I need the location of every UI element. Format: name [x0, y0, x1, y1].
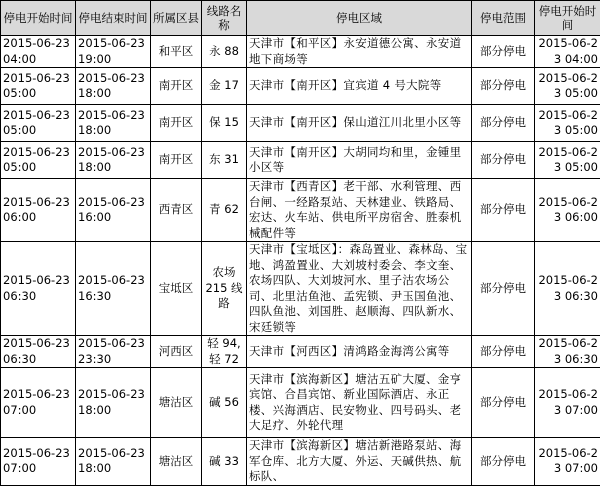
cell-start-time: 2015-06-23 06:30	[1, 336, 76, 368]
cell-line-name: 碱 33	[202, 438, 247, 486]
cell-line-name: 保 15	[202, 105, 247, 142]
header-start-time-repeat: 停电开始时间	[535, 1, 600, 36]
cell-outage-area: 天津市【宝坻区】：森岛置业、森林岛、宝地、鸿盈置业、大刘坡村委会、李文奎、农场四队、大刘坡河水、里子沽农场公司、北里沽鱼池、孟宪锁、尹玉国鱼池、四队鱼池、刘国胜、赵顺海、四队新水、宋廷锁等	[247, 242, 472, 336]
cell-start-time-repeat: 2015-06-23 04:00	[535, 36, 600, 68]
cell-line-name: 金 17	[202, 68, 247, 105]
cell-outage-area: 天津市【南开区】大胡同均和里，金锺里小区等	[247, 142, 472, 179]
cell-district: 和平区	[151, 36, 202, 68]
cell-start-time: 2015-06-23 04:00	[1, 36, 76, 68]
header-district: 所属区县	[151, 1, 202, 36]
cell-outage-scope: 部分停电	[472, 36, 535, 68]
cell-district: 南开区	[151, 142, 202, 179]
cell-end-time: 2015-06-23 18:00	[76, 438, 151, 486]
cell-start-time: 2015-06-23 05:00	[1, 68, 76, 105]
cell-start-time: 2015-06-23 07:00	[1, 368, 76, 438]
cell-end-time: 2015-06-23 18:00	[76, 68, 151, 105]
table-row	[1, 105, 600, 142]
cell-district: 南开区	[151, 105, 202, 142]
cell-start-time-repeat: 2015-06-23 06:30	[535, 242, 600, 336]
cell-line-name: 碱 56	[202, 368, 247, 438]
cell-start-time-repeat: 2015-06-23 07:00	[535, 368, 600, 438]
header-start-time: 停电开始时间	[1, 1, 76, 36]
table-row	[1, 368, 600, 438]
cell-district: 塘沽区	[151, 438, 202, 486]
cell-end-time: 2015-06-23 18:00	[76, 142, 151, 179]
cell-outage-area: 天津市【和平区】永安道德公寓、永安道地下商场等	[247, 36, 472, 68]
cell-end-time: 2015-06-23 16:30	[76, 242, 151, 336]
cell-outage-scope: 部分停电	[472, 105, 535, 142]
header-outage-scope: 停电范围	[472, 1, 535, 36]
cell-start-time: 2015-06-23 05:00	[1, 142, 76, 179]
cell-line-name: 轻 94, 轻 72	[202, 336, 247, 368]
cell-outage-area: 天津市【滨海新区】塘沽新港路泵站、海军仓库、北方大厦、外运、天碱供热、航标队、	[247, 438, 472, 486]
cell-start-time: 2015-06-23 06:00	[1, 179, 76, 242]
header-row	[1, 1, 600, 36]
header-end-time: 停电结束时间	[76, 1, 151, 36]
table-row	[1, 142, 600, 179]
cell-outage-scope: 部分停电	[472, 179, 535, 242]
table-row	[1, 36, 600, 68]
cell-line-name: 农场 215 线路	[202, 242, 247, 336]
cell-outage-area: 天津市【南开区】保山道江川北里小区等	[247, 105, 472, 142]
cell-outage-area: 天津市【南开区】宜宾道 4 号大院等	[247, 68, 472, 105]
cell-end-time: 2015-06-23 16:00	[76, 179, 151, 242]
cell-district: 宝坻区	[151, 242, 202, 336]
cell-end-time: 2015-06-23 19:00	[76, 36, 151, 68]
table-row	[1, 179, 600, 242]
cell-outage-scope: 部分停电	[472, 336, 535, 368]
cell-start-time: 2015-06-23 06:30	[1, 242, 76, 336]
cell-outage-scope: 部分停电	[472, 242, 535, 336]
cell-outage-scope: 部分停电	[472, 368, 535, 438]
cell-district: 河西区	[151, 336, 202, 368]
cell-line-name: 青 62	[202, 179, 247, 242]
cell-end-time: 2015-06-23 18:00	[76, 105, 151, 142]
table-row	[1, 336, 600, 368]
cell-end-time: 2015-06-23 18:00	[76, 368, 151, 438]
table-row	[1, 68, 600, 105]
cell-start-time-repeat: 2015-06-23 05:00	[535, 68, 600, 105]
cell-start-time-repeat: 2015-06-23 05:00	[535, 105, 600, 142]
cell-outage-scope: 部分停电	[472, 142, 535, 179]
cell-start-time: 2015-06-23 07:00	[1, 438, 76, 486]
cell-start-time-repeat: 2015-06-23 05:00	[535, 142, 600, 179]
header-line-name: 线路名称	[202, 1, 247, 36]
cell-outage-area: 天津市【西青区】老干部、水利管理、西台闸、一经路泵站、天林建业、铁路局、宏达、火车站、供电所平房宿舍、胜泰机械配件等	[247, 179, 472, 242]
cell-district: 南开区	[151, 68, 202, 105]
table-row	[1, 438, 600, 486]
cell-line-name: 东 31	[202, 142, 247, 179]
cell-outage-scope: 部分停电	[472, 438, 535, 486]
cell-outage-area: 天津市【河西区】清鸿路金海湾公寓等	[247, 336, 472, 368]
cell-start-time-repeat: 2015-06-23 06:30	[535, 336, 600, 368]
cell-district: 塘沽区	[151, 368, 202, 438]
cell-start-time-repeat: 2015-06-23 06:00	[535, 179, 600, 242]
cell-end-time: 2015-06-23 23:30	[76, 336, 151, 368]
cell-outage-area: 天津市【滨海新区】塘沽五矿大厦、金亨宾馆、合昌宾馆、新业国际酒店、永正楼、兴海酒店、民安物业、四号码头、老大足疗、外轮代理	[247, 368, 472, 438]
table-row	[1, 242, 600, 336]
cell-district: 西青区	[151, 179, 202, 242]
cell-outage-scope: 部分停电	[472, 68, 535, 105]
cell-start-time: 2015-06-23 05:00	[1, 105, 76, 142]
cell-start-time-repeat: 2015-06-23 07:00	[535, 438, 600, 486]
header-outage-area: 停电区域	[247, 1, 472, 36]
cell-line-name: 永 88	[202, 36, 247, 68]
